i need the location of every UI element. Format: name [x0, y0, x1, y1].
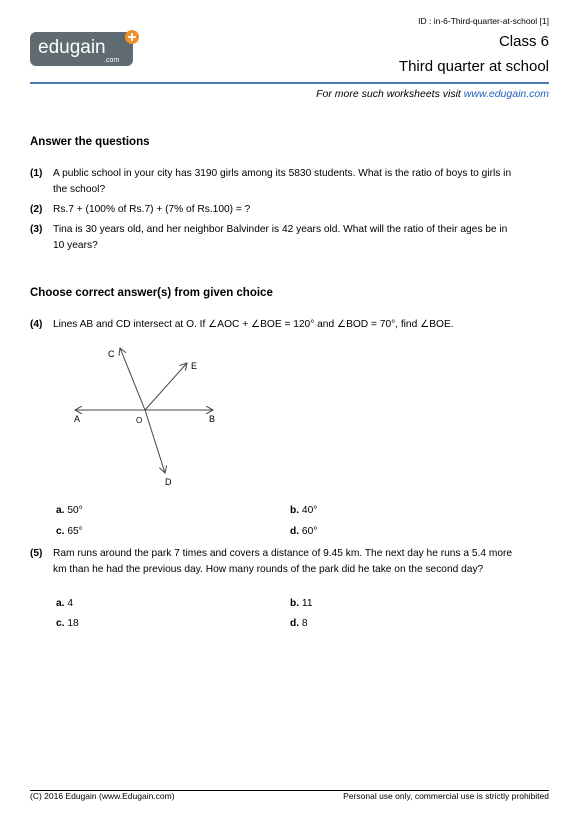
option-value: 40°: [301, 505, 318, 516]
question-2: [30, 202, 517, 218]
option-value: 60°: [301, 526, 318, 537]
option-letter: b.: [290, 598, 300, 609]
topic-title: Third quarter at school: [398, 58, 549, 75]
option-value: 8: [301, 618, 308, 629]
section-title-choose: Choose correct answer(s) from given choice: [30, 287, 273, 299]
question-3: [30, 222, 517, 254]
more-worksheets: [316, 88, 549, 100]
question-text: A public school in your city has 3190 girls among its 5830 students. What is the ratio of boys to girls in the school?: [53, 168, 512, 195]
option-letter: c.: [56, 526, 65, 537]
class-title: Class 6: [498, 33, 549, 50]
q4-option-a[interactable]: [56, 505, 83, 516]
option-letter: c.: [56, 618, 65, 629]
label-e: E: [191, 361, 198, 371]
line-oe: [145, 363, 187, 410]
question-text: Rs.7 + (100% of Rs.7) + (7% of Rs.100) = ?: [53, 204, 251, 215]
question-text: Lines AB and CD intersect at O. If ∠AOC + ∠BOE = 120° and ∠BOD = 70°, find ∠BOE.: [53, 319, 454, 330]
q4-option-c[interactable]: [56, 526, 83, 537]
option-value: 50°: [67, 505, 83, 516]
question-number: (5): [30, 548, 43, 559]
q4-option-b[interactable]: [290, 505, 317, 516]
option-letter: a.: [56, 598, 65, 609]
option-value: 18: [67, 618, 79, 629]
label-b: B: [209, 414, 216, 424]
option-value: 4: [67, 598, 74, 609]
q5-option-c[interactable]: [56, 618, 79, 629]
option-value: 11: [301, 598, 313, 609]
question-5: [30, 546, 517, 578]
question-number: (1): [30, 168, 43, 179]
question-text: Tina is 30 years old, and her neighbor Balvinder is 42 years old. What will the ratio of their ages be in 10 years?: [53, 224, 508, 251]
question-number: (2): [30, 204, 43, 215]
label-d: D: [165, 477, 172, 487]
footer-usage-note: Personal use only, commercial use is strictly prohibited: [343, 791, 549, 801]
question-number: (3): [30, 224, 43, 235]
footer-copyright: (C) 2016 Edugain (www.Edugain.com): [30, 791, 175, 801]
logo-sub: .com: [104, 57, 120, 64]
logo-text: edugain: [38, 37, 106, 58]
option-letter: d.: [290, 618, 300, 629]
q5-option-b[interactable]: [290, 598, 312, 609]
edugain-link[interactable]: www.edugain.com: [463, 88, 549, 100]
line-oc: [120, 348, 145, 410]
section-title-answer: Answer the questions: [30, 136, 150, 148]
q5-option-a[interactable]: [56, 598, 73, 609]
question-number: (4): [30, 319, 43, 330]
question-4: [30, 317, 517, 333]
label-a: A: [74, 414, 81, 424]
more-prefix: For more such worksheets visit: [316, 88, 464, 100]
worksheet-id: ID : in-6-Third-quarter-at-school [1]: [418, 16, 549, 26]
edugain-logo: [30, 30, 139, 68]
question-1: [30, 166, 517, 198]
label-o: O: [136, 416, 143, 425]
line-od: [145, 410, 165, 473]
option-letter: a.: [56, 505, 65, 516]
header-divider: [30, 82, 549, 84]
label-c: C: [108, 349, 115, 359]
question-text: Ram runs around the park 7 times and covers a distance of 9.45 km. The next day he runs a 5.4 more km than he had the previous day. How many rounds of the park did he take on the second day?: [53, 548, 513, 575]
option-value: 65°: [67, 526, 83, 537]
q4-option-d[interactable]: [290, 526, 317, 537]
option-letter: d.: [290, 526, 300, 537]
q5-option-d[interactable]: [290, 618, 308, 629]
option-letter: b.: [290, 505, 300, 516]
intersecting-lines-figure: [70, 343, 230, 488]
